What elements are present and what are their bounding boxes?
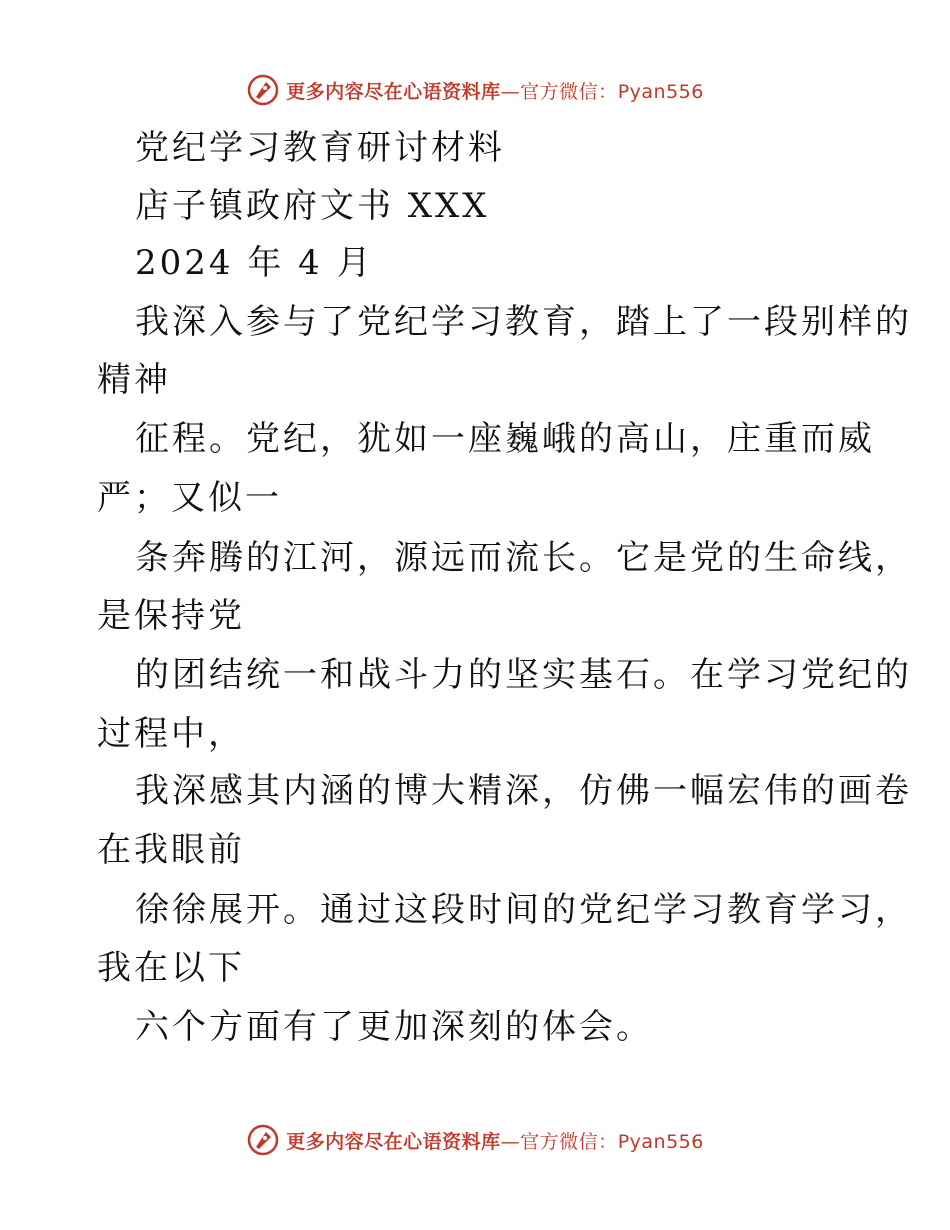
watermark-dash: — [500,1130,521,1153]
body-line: 徐徐展开。通过这段时间的党纪学习教育学习， [135,890,912,930]
body-line: 是保持党 [97,596,245,636]
footer-watermark [0,1120,950,1160]
doc-date: 2024 年 4 月 [135,243,374,283]
watermark-channel: 官方微信： [520,1130,618,1153]
body-line: 过程中， [97,714,245,754]
body-line: 严；又似一 [97,478,282,518]
body-line: 在我眼前 [97,830,245,870]
watermark-dash: — [500,80,521,103]
body-line: 我深入参与了党纪学习教育，踏上了一段别样的 [135,302,912,342]
doc-author: 店子镇政府文书 XXX [135,186,490,226]
watermark-id: Pyan556 [617,1130,704,1153]
body-line: 的团结统一和战斗力的坚实基石。在学习党纪的 [135,655,912,695]
watermark-id: Pyan556 [617,80,704,103]
body-line: 条奔腾的江河，源远而流长。它是党的生命线， [135,538,912,578]
watermark-text [286,1127,704,1154]
body-line: 六个方面有了更加深刻的体会。 [135,1007,653,1047]
body-line: 我在以下 [97,948,245,988]
watermark-main: 更多内容尽在心语资料库 [286,1130,501,1153]
doc-title: 党纪学习教育研讨材料 [135,128,505,168]
pen-nib-circle-icon [246,1123,280,1157]
watermark-channel: 官方微信： [520,80,618,103]
body-line: 我深感其内涵的博大精深，仿佛一幅宏伟的画卷 [135,771,912,811]
body-line: 精神 [97,360,171,400]
watermark-main: 更多内容尽在心语资料库 [286,80,501,103]
body-line: 征程。党纪，犹如一座巍峨的高山，庄重而威 [135,419,875,459]
